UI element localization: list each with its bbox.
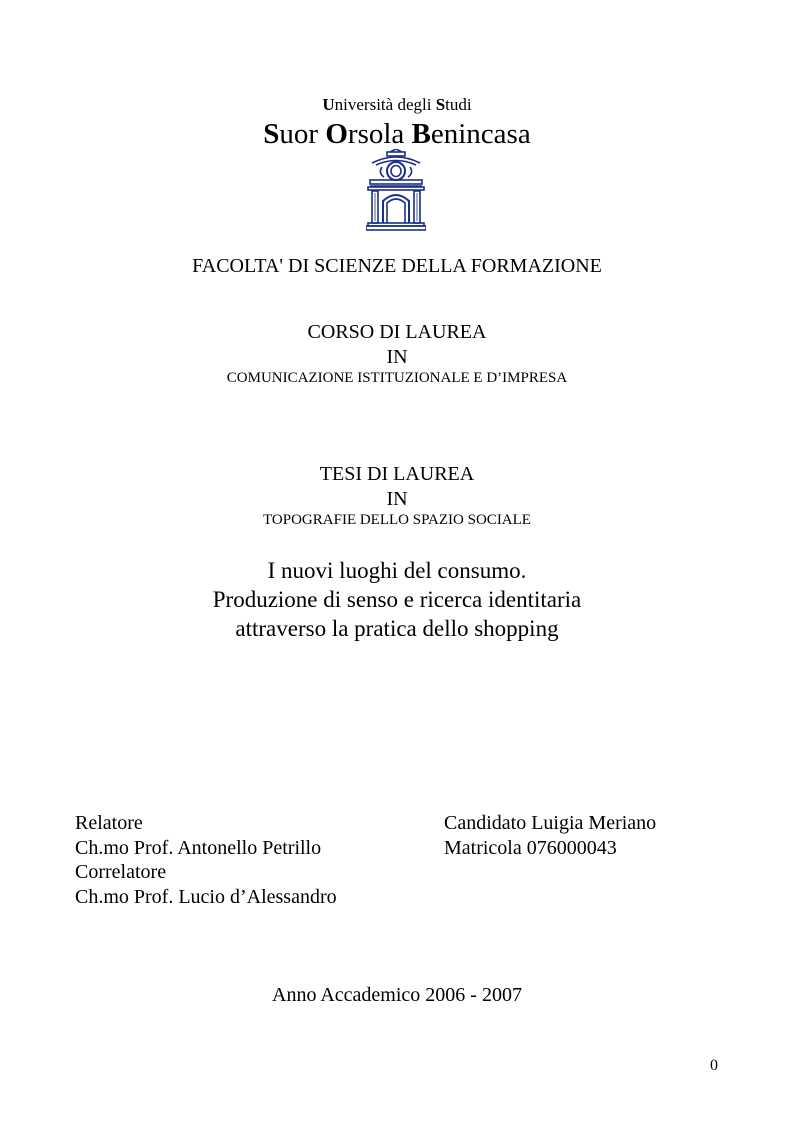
supervisors-block bbox=[75, 811, 337, 909]
university-line-run: tudi bbox=[445, 95, 472, 114]
thesis-title-line: I nuovi luoghi del consumo. bbox=[267, 558, 527, 583]
page-number: 0 bbox=[710, 1057, 718, 1074]
course-in: IN bbox=[386, 346, 408, 368]
co-supervisor-name: Ch.mo Prof. Lucio d’Alessandro bbox=[75, 885, 337, 908]
thesis-label: TESI DI LAUREA bbox=[319, 463, 475, 485]
university-crest-icon bbox=[366, 149, 426, 231]
thesis-subject: TOPOGRAFIE DELLO SPAZIO SOCIALE bbox=[263, 512, 531, 528]
university-name-run: enincasa bbox=[430, 118, 531, 150]
thesis-title-line: attraverso la pratica dello shopping bbox=[235, 616, 559, 641]
candidate-block bbox=[444, 811, 656, 860]
university-line bbox=[0, 94, 794, 116]
university-name-run: uor bbox=[279, 118, 326, 150]
candidate-name: Candidato Luigia Meriano bbox=[444, 812, 657, 834]
university-name-run: B bbox=[411, 118, 431, 150]
university-name bbox=[0, 117, 794, 151]
student-id: Matricola 076000043 bbox=[444, 836, 617, 859]
university-name-run: rsola bbox=[347, 118, 412, 150]
thesis-title-line: Produzione di senso e ricerca identitaria bbox=[212, 587, 582, 612]
university-line-run: S bbox=[435, 95, 446, 114]
course-name: COMUNICAZIONE ISTITUZIONALE E D’IMPRESA bbox=[226, 370, 568, 386]
faculty-name: FACOLTA' DI SCIENZE DELLA FORMAZIONE bbox=[192, 255, 602, 277]
course-label: CORSO DI LAUREA bbox=[307, 321, 487, 343]
university-line-run: U bbox=[322, 95, 335, 114]
academic-year: Anno Accademico 2006 - 2007 bbox=[272, 984, 522, 1006]
supervisor-name: Ch.mo Prof. Antonello Petrillo bbox=[75, 836, 322, 859]
university-line-run: niversità degli bbox=[334, 95, 436, 114]
university-name-run: S bbox=[263, 118, 280, 150]
thesis-in: IN bbox=[386, 488, 408, 510]
co-supervisor-role: Correlatore bbox=[75, 861, 167, 883]
university-name-run: O bbox=[325, 118, 348, 150]
supervisor-role: Relatore bbox=[75, 812, 143, 834]
thesis-title bbox=[0, 556, 794, 643]
